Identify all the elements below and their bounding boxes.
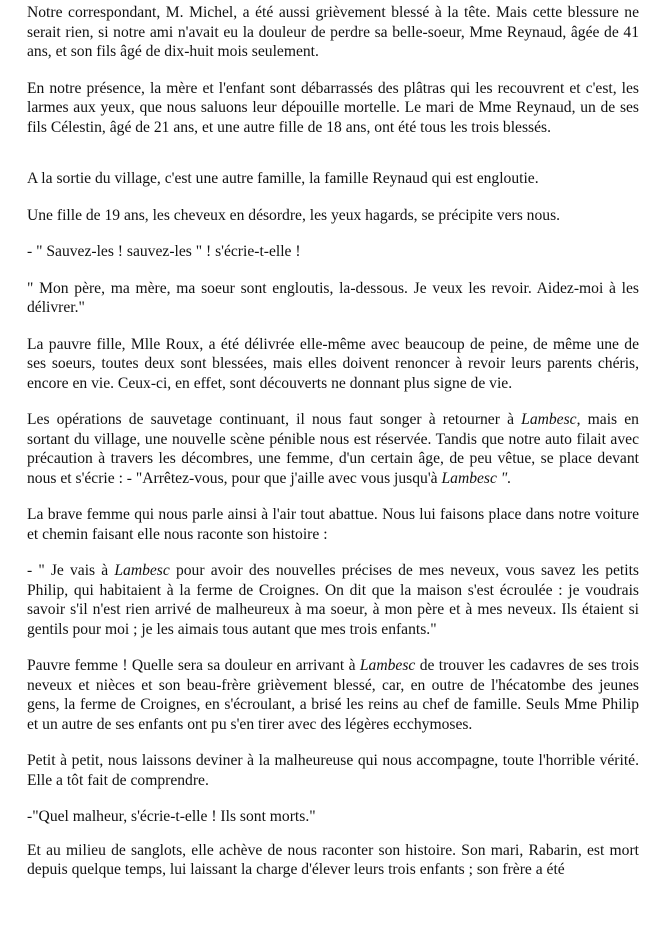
paragraph-1 bbox=[27, 3, 639, 62]
text-run: de trouver les cadavres de ses trois neveux et nièces et son beau-frère grièvement blessé, car, en outre de l'hécatombe des jeunes gens, la ferme de Croignes, en s'écroulant, a brisé les reins au chef de famille. Seuls Mme Philip et un autre de ses enfants ont pu s'en tirer avec des légères ecchymoses. bbox=[27, 657, 639, 733]
paragraph-13 bbox=[27, 807, 639, 827]
document-page bbox=[27, 3, 639, 897]
paragraph-7 bbox=[27, 335, 639, 394]
text-run: - " Je vais à bbox=[27, 562, 115, 579]
text-run: -"Quel malheur, s'écrie-t-elle ! Ils sont morts." bbox=[27, 808, 316, 825]
text-run: Et au milieu de sanglots, elle achève de nous raconter son histoire. Son mari, Rabarin, est mort depuis quelque temps, lui laissant la charge d'élever leurs trois enfants ; son frère a été bbox=[27, 841, 639, 878]
place-name-lambesc: Lambesc bbox=[359, 657, 416, 674]
paragraph-14 bbox=[27, 841, 639, 880]
text-run: Petit à petit, nous laissons deviner à la malheureuse qui nous accompagne, toute l'horrible vérité. Elle a tôt fait de comprendre. bbox=[27, 752, 639, 789]
text-run: Une fille de 19 ans, les cheveux en désordre, les yeux hagards, se précipite vers nous. bbox=[27, 206, 561, 224]
text-run: pour avoir des nouvelles précises de mes neveux, vous savez les petits Philip, qui habitaient à la ferme de Croignes. On dit que la maison s'est écroulée : je voudrais savoir s'il n'est rien arrivé de malheureux à ma soeur, à mon père et à mes neveux. Ils étaient si gentils pour moi ; je les aimais tous autant que mes trois enfants." bbox=[27, 562, 639, 638]
place-name-lambesc: Lambesc ". bbox=[441, 469, 512, 487]
place-name-lambesc: Lambesc bbox=[114, 562, 170, 579]
paragraph-2 bbox=[27, 79, 639, 138]
text-run: Notre correspondant, M. Michel, a été aussi grièvement blessé à la tête. Mais cette blessure ne serait rien, si notre ami n'avait eu la douleur de perdre sa belle-soeur, Mme Reynaud, âgée de 41 ans, et son fils âgé de dix-huit mois seulement. bbox=[27, 4, 639, 60]
place-name-lambesc: Lambesc bbox=[521, 411, 577, 428]
paragraph-12 bbox=[27, 751, 639, 790]
text-run: En notre présence, la mère et l'enfant sont débarrassés des plâtras qui les recouvrent et c'est, les larmes aux yeux, que nous saluons leur dépouille mortelle. Le mari de Mme Reynaud, un de ses fils Célestin, âgé de 21 ans, et une autre fille de 18 ans, ont été tous les trois blessés. bbox=[27, 79, 639, 136]
text-run: Pauvre femme ! Quelle sera sa douleur en arrivant à bbox=[27, 657, 360, 674]
text-run: " Mon père, ma mère, ma soeur sont engloutis, la-dessous. Je veux les revoir. Aidez-moi à les délivrer." bbox=[27, 279, 639, 316]
paragraph-3 bbox=[27, 169, 639, 189]
paragraph-8 bbox=[27, 410, 639, 488]
paragraph-11 bbox=[27, 656, 639, 734]
text-run: La brave femme qui nous parle ainsi à l'air tout abattue. Nous lui faisons place dans notre voiture et chemin faisant elle nous raconte son histoire : bbox=[27, 506, 639, 543]
paragraph-10 bbox=[27, 561, 639, 639]
text-run: La pauvre fille, Mlle Roux, a été délivrée elle-même avec beaucoup de peine, de même une de ses soeurs, toutes deux sont blessées, mais elles doivent renoncer à revoir leurs parents chéris, encore en vie. Ceux-ci, en effet, sont découverts ne donnant plus signe de vie. bbox=[27, 335, 639, 392]
paragraph-5 bbox=[27, 242, 639, 262]
text-run: Les opérations de sauvetage continuant, il nous faut songer à retourner à bbox=[27, 411, 522, 428]
paragraph-9 bbox=[27, 505, 639, 544]
paragraph-4 bbox=[27, 206, 639, 226]
paragraph-6 bbox=[27, 279, 639, 318]
text-run: A la sortie du village, c'est une autre famille, la famille Reynaud qui est engloutie. bbox=[27, 170, 539, 187]
text-run: - " Sauvez-les ! sauvez-les " ! s'écrie-t-elle ! bbox=[27, 243, 301, 260]
text-run: , mais en sortant du village, une nouvelle scène pénible nous est réservée. Tandis que notre auto filait avec précaution à travers les décombres, une femme, d'un certain âge, de peu vêtue, se place devant nous et s'écrie : - "Arrêtez-vous, pour que j'aille avec vous jusqu'à bbox=[27, 411, 639, 487]
